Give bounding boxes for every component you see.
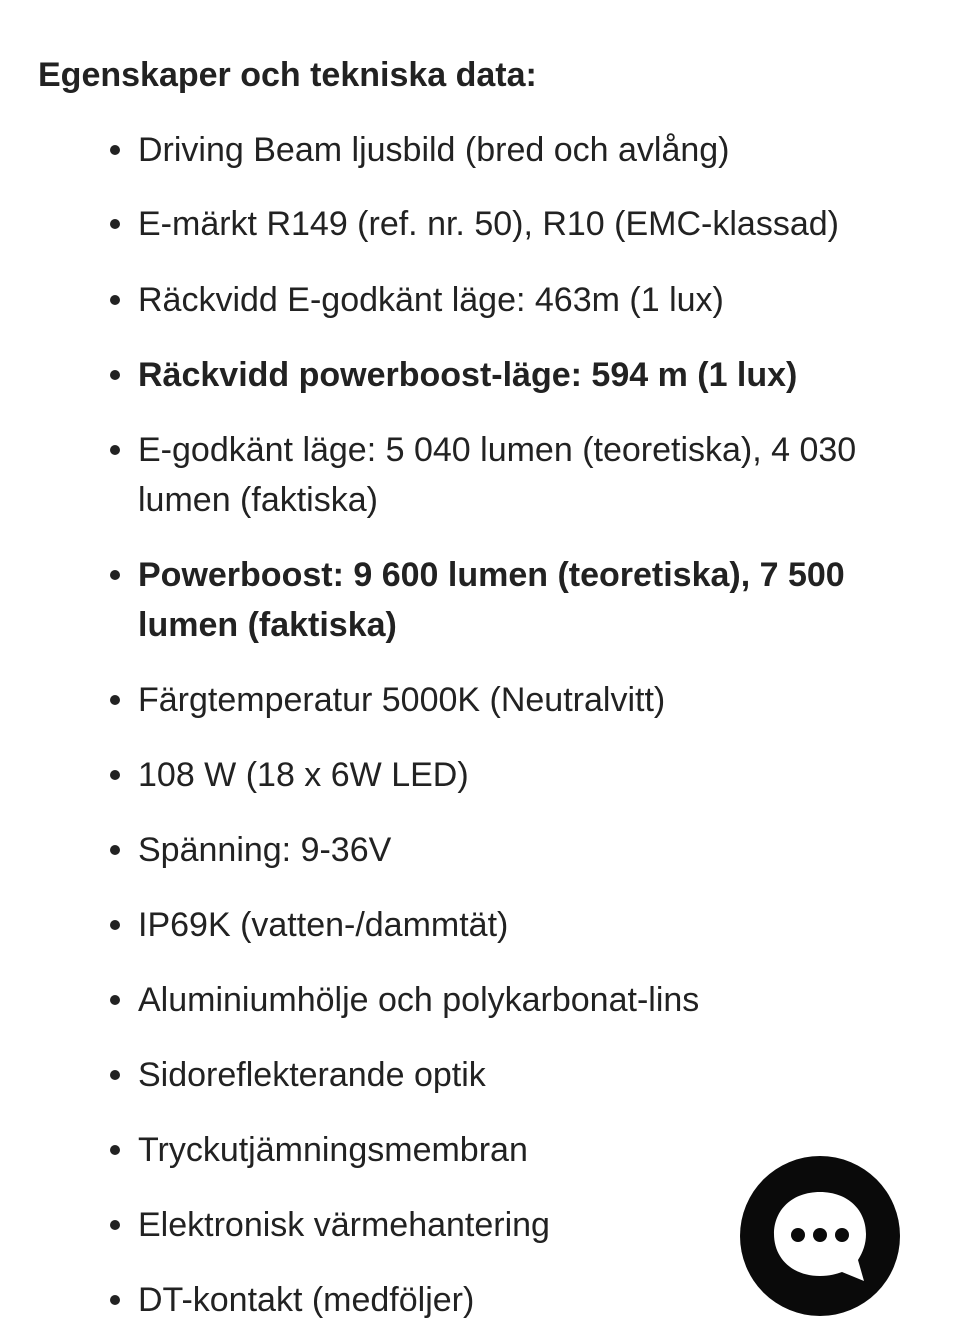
list-item (138, 975, 898, 1025)
list-item-text: E-godkänt läge: 5 040 lumen (teoretiska), 4 030 lumen (faktiska) (138, 431, 857, 519)
list-item-text: E-märkt R149 (ref. nr. 50), R10 (EMC-klassad) (138, 205, 839, 243)
bullet-icon (110, 219, 120, 229)
list-item (138, 275, 898, 325)
list-item (138, 675, 898, 725)
list-item (138, 350, 898, 400)
list-item (138, 750, 898, 800)
list-item-text: Powerboost: 9 600 lumen (teoretiska), 7 500 lumen (faktiska) (138, 556, 845, 644)
bullet-icon (110, 845, 120, 855)
bullet-icon (110, 1295, 120, 1305)
bullet-icon (110, 145, 120, 155)
bullet-icon (110, 570, 120, 580)
list-item-text: Aluminiumhölje och polykarbonat-lins (138, 981, 700, 1019)
list-item-text: DT-kontakt (medföljer) (138, 1281, 475, 1319)
list-item-text: Elektronisk värmehantering (138, 1206, 550, 1244)
bullet-icon (110, 370, 120, 380)
list-item-text: Tryckutjämningsmembran (138, 1131, 528, 1169)
list-item-text: Driving Beam ljusbild (bred och avlång) (138, 131, 730, 169)
list-item-text: Spänning: 9-36V (138, 831, 392, 869)
list-item-text: Färgtemperatur 5000K (Neutralvitt) (138, 681, 666, 719)
bullet-icon (110, 920, 120, 930)
bullet-icon (110, 770, 120, 780)
bullet-icon (110, 995, 120, 1005)
chat-button[interactable] (740, 1156, 900, 1316)
bullet-icon (110, 1220, 120, 1230)
bullet-icon (110, 295, 120, 305)
list-item-text: Sidoreflekterande optik (138, 1056, 486, 1094)
list-item (138, 425, 898, 525)
list-item (138, 825, 898, 875)
bullet-icon (110, 1070, 120, 1080)
list-item (138, 900, 898, 950)
list-item (138, 199, 898, 249)
list-item (138, 125, 898, 175)
list-item-text: 108 W (18 x 6W LED) (138, 756, 469, 794)
chat-bubble-icon (770, 1188, 870, 1284)
list-item (138, 550, 898, 650)
list-item-text: IP69K (vatten-/dammtät) (138, 906, 509, 944)
bullet-icon (110, 1145, 120, 1155)
list-item-text: Räckvidd E-godkänt läge: 463m (1 lux) (138, 281, 724, 319)
bullet-icon (110, 695, 120, 705)
bullet-icon (110, 445, 120, 455)
list-item-text: Räckvidd powerboost-läge: 594 m (1 lux) (138, 356, 798, 394)
section-heading: Egenskaper och tekniska data: (38, 56, 537, 94)
list-item (138, 1050, 898, 1100)
